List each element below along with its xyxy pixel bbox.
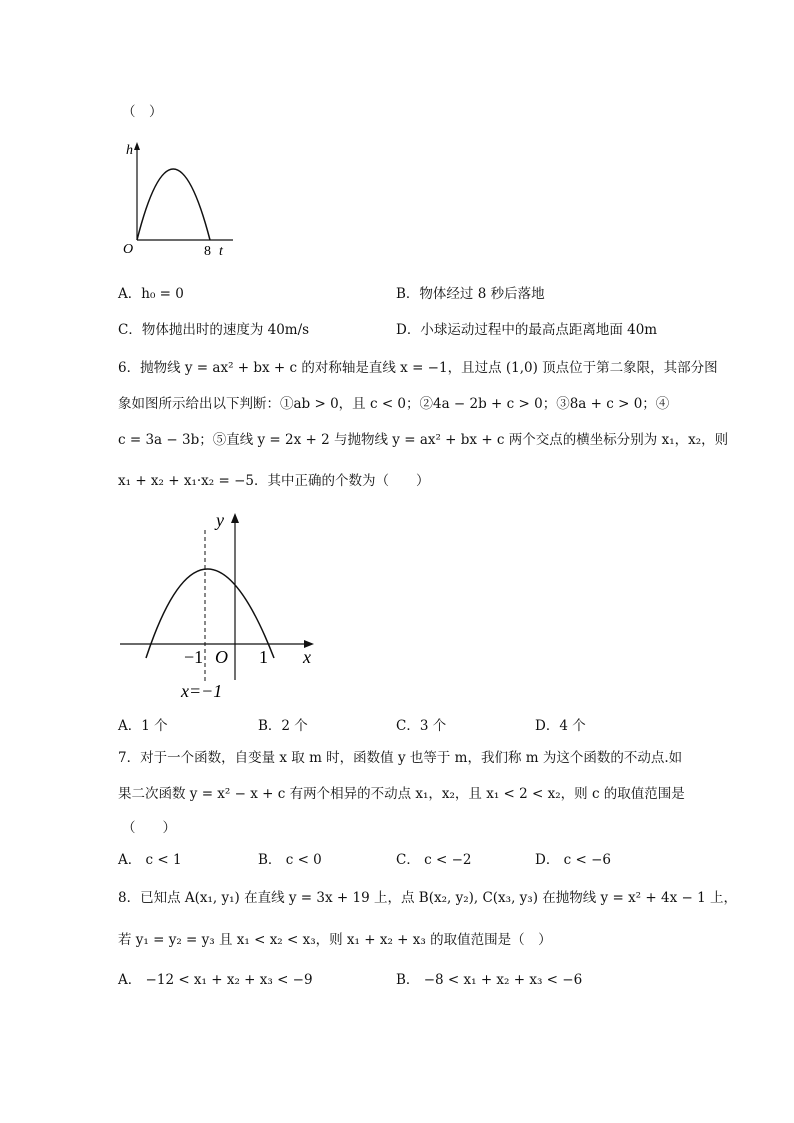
y-axis-label: y (216, 510, 224, 530)
h-axis-arrow (134, 142, 140, 150)
q5-option-d: D．小球运动过程中的最高点距离地面 40m (396, 322, 658, 338)
q5-answer-bracket: （ ） (122, 104, 163, 120)
origin-label: O (123, 242, 134, 257)
h-axis-label: h (126, 143, 133, 158)
q6-option-d: D．4 个 (535, 718, 586, 734)
q7-option-d: D． c < −6 (535, 852, 611, 868)
q5-option-b: B．物体经过 8 秒后落地 (396, 286, 545, 302)
q7-option-c: C． c < −2 (396, 852, 472, 868)
q7-option-b: B． c < 0 (258, 852, 322, 868)
q6-option-b: B．2 个 (258, 718, 308, 734)
q8-option-a: A． −12 < x₁ + x₂ + x₃ < −9 (118, 972, 313, 988)
q6-stem-line-2: 象如图所示给出以下判断：①ab > 0，且 c < 0；②4a − 2b + c > 0；③8a + c > 0；④ (118, 396, 670, 412)
q5-projectile-graph (118, 138, 238, 263)
q8-stem-line-2: 若 y₁ = y₂ = y₃ 且 x₁ < x₂ < x₃，则 x₁ + x₂ + x₃ 的取值范围是（ ） (118, 932, 552, 948)
q6-stem-line-1: 6．抛物线 y = ax² + bx + c 的对称轴是直线 x = −1，且过点 (1,0) 顶点位于第二象限，其部分图 (118, 360, 718, 376)
parabola-curve (146, 569, 274, 658)
x-tick-8: 8 (204, 244, 211, 259)
x-axis-label: x (303, 647, 311, 667)
q6-option-a: A．1 个 (118, 718, 168, 734)
q6-stem-line-4: x₁ + x₂ + x₁·x₂ = −5．其中正确的个数为（ ） (118, 473, 430, 489)
q7-stem-line-2: 果二次函数 y = x² − x + c 有两个相异的不动点 x₁，x₂，且 x₁ < 2 < x₂，则 c 的取值范围是 (118, 786, 685, 802)
axis-of-symmetry-label: x=−1 (181, 681, 223, 701)
projectile-curve (137, 169, 210, 240)
q7-answer-bracket: （ ） (122, 820, 176, 836)
q6-parabola-graph (118, 508, 328, 703)
origin-label: O (215, 647, 228, 667)
q6-stem-line-3: c = 3a − 3b；⑤直线 y = 2x + 2 与抛物线 y = ax² + bx + c 两个交点的横坐标分别为 x₁，x₂，则 (118, 432, 729, 448)
tick-1: 1 (259, 647, 268, 667)
t-axis-label: t (219, 244, 223, 259)
q8-stem-line-1: 8．已知点 A(x₁, y₁) 在直线 y = 3x + 19 上，点 B(x₂, y₂), C(x₃, y₃) 在抛物线 y = x² + 4x − 1 上， (118, 890, 737, 906)
q6-option-c: C．3 个 (396, 718, 447, 734)
q5-option-a: A．h₀ = 0 (118, 286, 184, 302)
q7-stem-line-1: 7．对于一个函数，自变量 x 取 m 时，函数值 y 也等于 m，我们称 m 为这个函数的不动点.如 (118, 750, 683, 766)
q7-option-a: A． c < 1 (118, 852, 182, 868)
q5-option-c: C．物体抛出时的速度为 40m/s (118, 322, 310, 338)
y-axis-arrow (231, 513, 239, 523)
q8-option-b: B． −8 < x₁ + x₂ + x₃ < −6 (396, 972, 583, 988)
tick-neg1: −1 (184, 647, 204, 667)
